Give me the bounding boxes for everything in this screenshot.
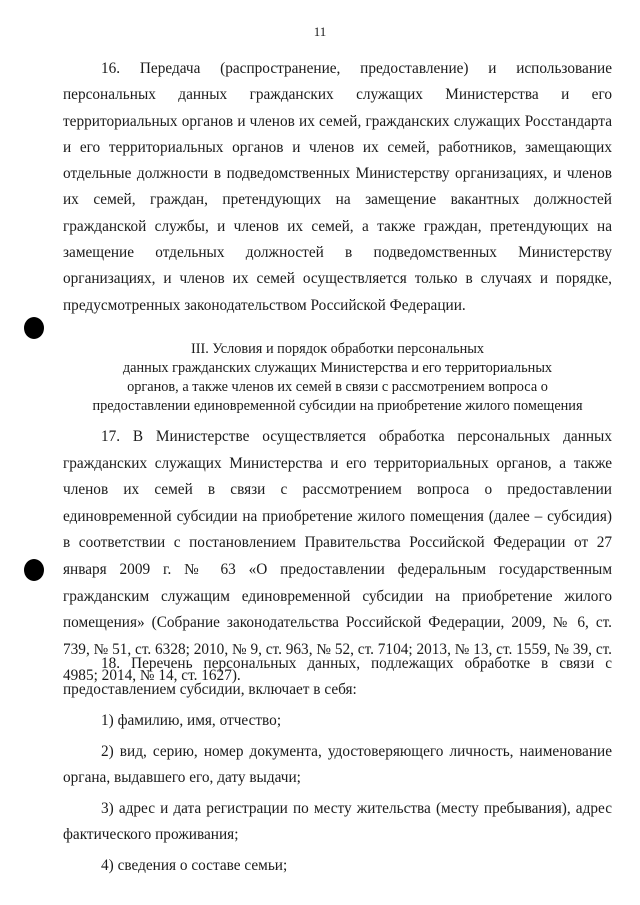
punch-hole-mark — [24, 317, 44, 339]
page-number: 11 — [313, 24, 327, 39]
section-heading-line: данных гражданских служащих Министерства и его территориальных — [122, 360, 553, 376]
punch-hole-mark — [24, 559, 44, 581]
section-heading — [63, 340, 612, 416]
section-heading-line: предоставлении единовременной субсидии на приобретение жилого помещения — [92, 398, 583, 414]
paragraph-16: 16. Передача (распространение, предоставление) и использование персональных данных гражданских служащих Министерства и его территориальных органов и членов их семей, гражданских служащих Росстандарта и его территориальных органов и членов их семей, работников, замещающих отдельные должности в подведомственных Министерству организациях, и членов их семей, граждан, претендующих на замещение вакантных должностей гражданской службы, и членов их семей, а также граждан, претендующих на замещение отдельных должностей в подведомственных Министерству организациях, и членов их семей осуществляется только в случаях и порядке, предусмотренных законодательством Российской Федерации. — [63, 60, 612, 314]
list-item: 3) адрес и дата регистрации по месту жительства (месту пребывания), адрес фактического проживания; — [63, 800, 612, 843]
paragraph-18: 18. Перечень персональных данных, подлежащих обработке в связи с предоставлением субсидии, включает в себя: — [63, 655, 612, 698]
paragraph-16-block — [63, 56, 612, 319]
section-heading-line: III. Условия и порядок обработки персональных — [190, 341, 485, 357]
list-item: 2) вид, серию, номер документа, удостоверяющего личность, наименование органа, выдавшего его, дату выдачи; — [63, 743, 612, 786]
paragraph-17: 17. В Министерстве осуществляется обработка персональных данных гражданских служащих Министерства и его территориальных органов, а также членов их семей в связи с рассмотрением вопроса о предоставлении единовременной субсидии на приобретение жилого помещения (далее – субсидия) в соответствии с постановлением Правительства Российской Федерации от 27 января 2009 г. № 63 «О предоставлении федеральным государственным гражданским служащим единовременной субсидии на приобретение жилого помещения» (Собрание законодательства Российской Федерации, 2009, № 6, ст. 739, № 51, ст. 6328; 2010, № 9, ст. 963, № 52, ст. 7104; 2013, № 13, ст. 1559, № 39, ст. 4985; 2014, № 14, ст. 1627). — [63, 428, 612, 685]
list-item: 4) сведения о составе семьи; — [101, 857, 288, 874]
paragraph-18-block — [63, 651, 612, 879]
section-heading-line: органов, а также членов их семей в связи с рассмотрением вопроса о — [127, 379, 548, 395]
list-item: 1) фамилию, имя, отчество; — [101, 712, 282, 729]
